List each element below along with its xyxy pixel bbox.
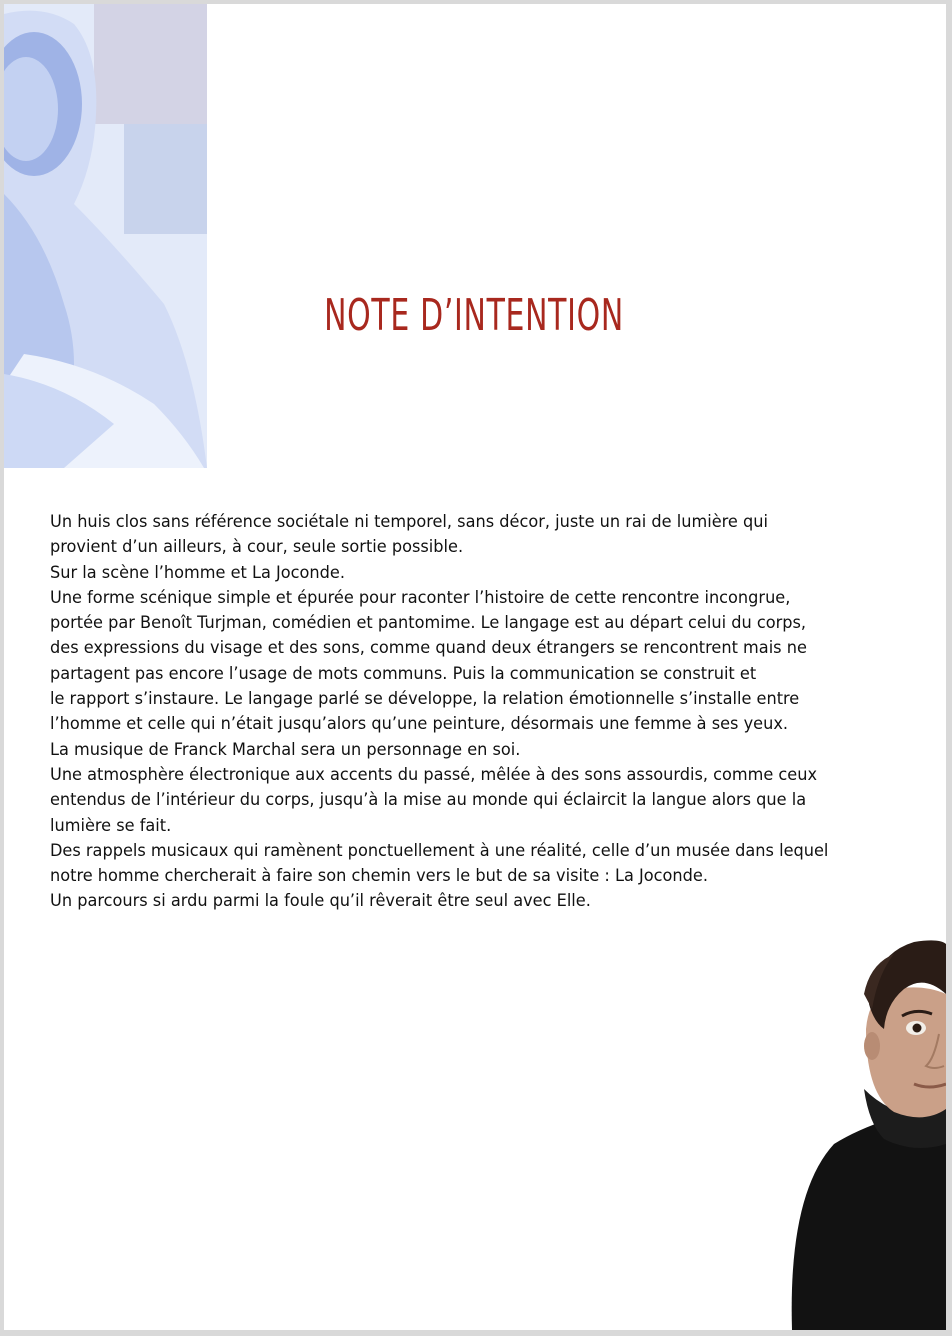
- text-line: Sur la scène l’homme et La Joconde.: [50, 562, 345, 583]
- text-line: l’homme et celle qui n’était jusqu’alors qu’une peinture, désormais une femme à ses yeux.: [50, 714, 789, 735]
- text-line: portée par Benoît Turjman, comédien et pantomime. Le langage est au départ celui du corps,: [50, 613, 807, 634]
- text-line: notre homme chercherait à faire son chemin vers le but de sa visite : La Joconde.: [50, 866, 708, 887]
- text-line: Une forme scénique simple et épurée pour raconter l’histoire de cette rencontre incongrue,: [50, 587, 791, 608]
- text-line: Un parcours si ardu parmi la foule qu’il rêverait être seul avec Elle.: [50, 891, 591, 912]
- page-title: NOTE D’INTENTION: [324, 290, 624, 341]
- text-line: Des rappels musicaux qui ramènent ponctuellement à une réalité, celle d’un musée dans lequel: [50, 840, 829, 861]
- document-page: [4, 4, 946, 1330]
- text-line: Une atmosphère électronique aux accents du passé, mêlée à des sons assourdis, comme ceux: [50, 764, 818, 785]
- text-line: des expressions du visage et des sons, comme quand deux étrangers se rencontrent mais ne: [50, 638, 807, 659]
- text-line: Un huis clos sans référence sociétale ni temporel, sans décor, juste un rai de lumière qui: [50, 512, 768, 532]
- text-line: entendus de l’intérieur du corps, jusqu’à la mise au monde qui éclaircit la langue alors que la: [50, 790, 807, 811]
- text-line: La musique de Franck Marchal sera un personnage en soi.: [50, 739, 521, 760]
- actor-portrait-image: [774, 934, 946, 1330]
- mona-lisa-inverted-image: [4, 4, 207, 468]
- text-line: partagent pas encore l’usage de mots communs. Puis la communication se construit et: [50, 663, 757, 684]
- text-line: lumière se fait.: [50, 815, 172, 836]
- body-text: [50, 510, 920, 915]
- text-line: le rapport s’instaure. Le langage parlé se développe, la relation émotionnelle s’installe entre: [50, 689, 800, 710]
- text-line: provient d’un ailleurs, à cour, seule sortie possible.: [50, 537, 464, 558]
